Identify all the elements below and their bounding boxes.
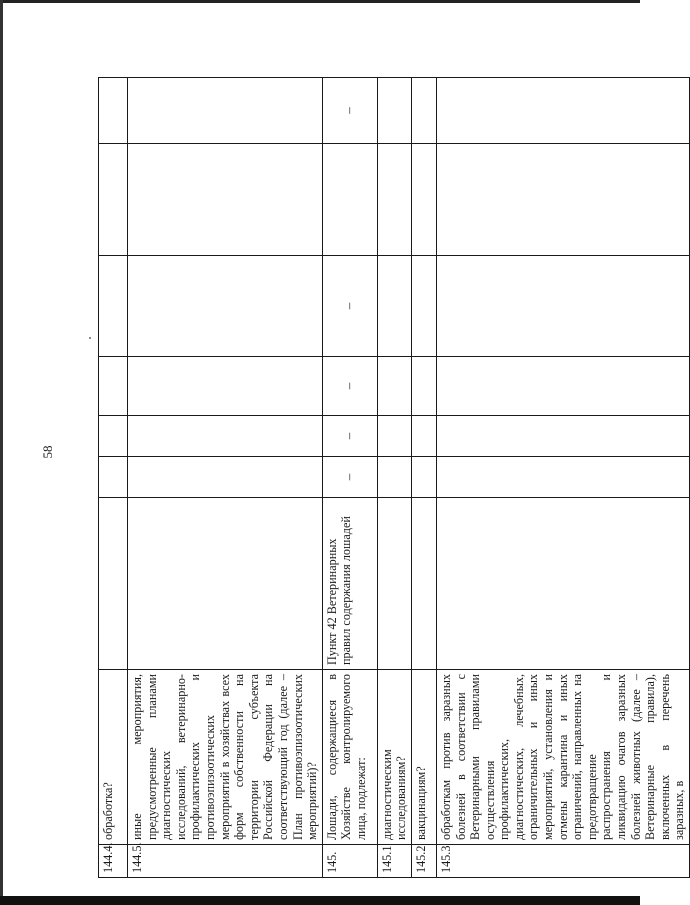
mark-cell [128, 144, 323, 256]
mark-cell [128, 457, 323, 498]
question-cell: вакцинациям? [411, 670, 436, 845]
scan-edge-bottom [0, 896, 640, 905]
table-row [322, 78, 377, 878]
row-number: 145.2 [411, 845, 436, 878]
mark-cell [377, 457, 411, 498]
mark-cell [411, 256, 436, 357]
reference-cell: Пункт 42 Ветеринарных правил содержания лошадей [322, 498, 377, 670]
table-row [128, 78, 323, 878]
mark-cell [128, 256, 323, 357]
table-row [377, 78, 411, 878]
reference-cell [411, 498, 436, 670]
question-cell: иные мероприятия, предусмотренные планами диагностических исследований, ветеринарно-профилактических и противоэпизоотических мероприятий в хозяйствах всех форм собственности на территории субъекта Российской Федерации на соответствующий год (далее – План противоэпизоотических мероприятий)? [128, 670, 323, 845]
mark-cell [99, 256, 128, 357]
scan-edge-left [0, 0, 3, 905]
mark-cell [436, 78, 689, 144]
mark-cell [436, 144, 689, 256]
row-number: 144.5. [128, 845, 323, 878]
table-row [99, 78, 128, 878]
mark-cell [377, 78, 411, 144]
reference-cell [377, 498, 411, 670]
mark-cell [411, 144, 436, 256]
mark-cell: – [322, 256, 377, 357]
mark-cell [377, 416, 411, 457]
checklist-table [98, 77, 690, 878]
question-cell: обработка? [99, 670, 128, 845]
row-number: 145. [322, 845, 377, 878]
mark-cell [322, 144, 377, 256]
mark-cell [99, 78, 128, 144]
question-cell: диагностическим исследованиям? [377, 670, 411, 845]
mark-cell [436, 457, 689, 498]
reference-cell [436, 498, 689, 670]
mark-cell [99, 416, 128, 457]
mark-cell [411, 416, 436, 457]
mark-cell [128, 416, 323, 457]
mark-cell: – [322, 457, 377, 498]
mark-cell [436, 416, 689, 457]
mark-cell [436, 256, 689, 357]
table-row [411, 78, 436, 878]
row-number: 144.4. [99, 845, 128, 878]
mark-cell: – [322, 78, 377, 144]
table-row [436, 78, 689, 878]
scan-edge-top [0, 0, 640, 3]
mark-cell [99, 144, 128, 256]
mark-cell: – [322, 357, 377, 416]
mark-cell [99, 457, 128, 498]
reference-cell [99, 498, 128, 670]
row-number: 145.3 [436, 845, 689, 878]
mark-cell: – [322, 416, 377, 457]
mark-cell [377, 357, 411, 416]
reference-cell [128, 498, 323, 670]
question-cell: Лошади, содержащиеся в Хозяйстве контролируемого лица, подлежат: [322, 670, 377, 845]
scan-speck [89, 337, 91, 339]
mark-cell [436, 357, 689, 416]
mark-cell [411, 357, 436, 416]
mark-cell [411, 457, 436, 498]
mark-cell [128, 78, 323, 144]
mark-cell [377, 256, 411, 357]
mark-cell [411, 78, 436, 144]
page-number: 58 [40, 445, 55, 459]
row-number: 145.1 [377, 845, 411, 878]
mark-cell [99, 357, 128, 416]
mark-cell [377, 144, 411, 256]
question-cell: обработкам против заразных болезней в соответствии с Ветеринарными правилами осуществления профилактических, диагностических, лечебных, ограничительных и иных мероприятий, установления и отмены карантина и иных ограничений, направленных на предотвращение распространения и ликвидацию очагов заразных болезней животных (далее – Ветеринарные правила), включенных в перечень заразных, в [436, 670, 689, 845]
mark-cell [128, 357, 323, 416]
